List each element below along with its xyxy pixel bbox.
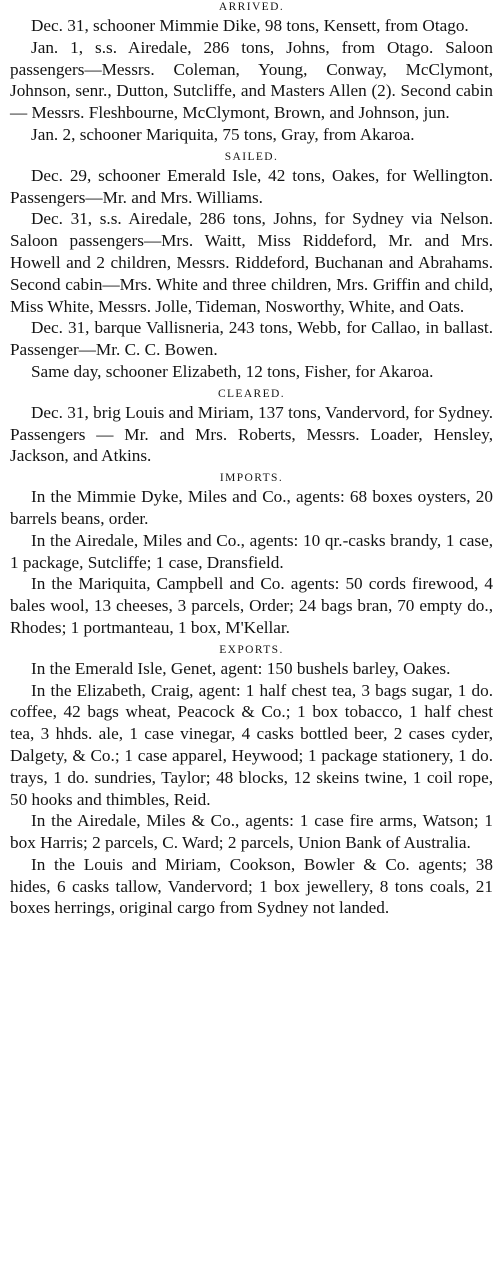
import-entry: In the Mariquita, Campbell and Co. agents: 50 cords firewood, 4 bales wool, 13 cheeses, 3 parcels, Order; 24 bags bran, 70 empty do., Rhodes; 1 portmanteau, 1 box, M'Kellar. xyxy=(10,574,493,637)
export-entry: In the Airedale, Miles & Co., agents: 1 case fire arms, Watson; 1 box Harris; 2 parcels, C. Ward; 2 parcels, Union Bank of Australia. xyxy=(10,811,493,853)
import-entry: In the Mimmie Dyke, Miles and Co., agents: 68 boxes oysters, 20 barrels beans, order. xyxy=(10,487,493,528)
section-heading-cleared: CLEARED. xyxy=(217,387,286,400)
arrival-entry: Jan. 1, s.s. Airedale, 286 tons, Johns, from Otago. Saloon passengers—Messrs. Coleman, Young, Conway, McClymont, Johnson, senr., Dutton, Sutcliffe, and Masters Allen (2). Second cabin — Messrs. Fleshbourne, McClymont, Brown, and Johnson, jun. xyxy=(10,37,493,123)
sailing-entry: Same day, schooner Elizabeth, 12 tons, Fisher, for Akaroa. xyxy=(31,361,434,381)
sailing-entry: Dec. 29, schooner Emerald Isle, 42 tons, Oakes, for Wellington. Passengers—Mr. and Mrs. Williams. xyxy=(10,165,493,207)
section-imports xyxy=(10,472,493,639)
export-entry: In the Elizabeth, Craig, agent: 1 half chest tea, 3 bags sugar, 1 do. coffee, 42 bags wheat, Peacock & Co.; 1 box tobacco, 1 half chest tea, 3 hhds. ale, 1 case vinegar, 4 casks bottled beer, 2 cases cyder, Dalgety, & Co.; 1 case apparel, Heywood; 1 package stationery, 1 do. trays, 1 do. sundries, Taylor; 48 blocks, 12 skeins twine, 1 coil rope, 50 hooks and thimbles, Reid. xyxy=(10,680,493,809)
section-heading-sailed: SAILED. xyxy=(224,150,279,163)
sailing-entry: Dec. 31, s.s. Airedale, 286 tons, Johns, for Sydney via Nelson. Saloon passengers—Mrs. Waitt, Miss Riddeford, Mr. and Mrs. Howell and 2 children, Messrs. Riddeford, Buchanan and Abrahams. Second cabin—Mrs. White and three children, Mrs. Griffin and child, Miss White, Messrs. Jolle, Tideman, Nosworthy, White, and Oats. xyxy=(10,209,493,316)
sailing-entry: Dec. 31, barque Vallisneria, 243 tons, Webb, for Callao, in ballast. Passenger—Mr. C. C. Bowen. xyxy=(10,318,493,360)
export-entry: In the Louis and Miriam, Cookson, Bowler & Co. agents; 38 hides, 6 casks tallow, Vandervord; 1 box jewellery, 8 tons coals, 21 boxes herrings, original cargo from Sydney not landed. xyxy=(10,854,493,918)
section-heading-arrived: ARRIVED. xyxy=(218,1,285,13)
section-arrived xyxy=(10,0,493,146)
arrival-entry: Dec. 31, schooner Mimmie Dike, 98 tons, Kensett, from Otago. xyxy=(31,16,469,35)
export-entry: In the Emerald Isle, Genet, agent: 150 bushels barley, Oakes. xyxy=(31,658,451,678)
section-heading-imports: IMPORTS. xyxy=(219,472,284,485)
import-entry: In the Airedale, Miles and Co., agents: 10 qr.-casks brandy, 1 case, 1 package, Sutcliffe; 1 case, Dransfield. xyxy=(10,530,493,572)
arrival-entry: Jan. 2, schooner Mariquita, 75 tons, Gray, from Akaroa. xyxy=(31,124,415,144)
clearance-entry: Dec. 31, brig Louis and Miriam, 137 tons, Vandervord, for Sydney. Passengers — Mr. and Mrs. Roberts, Messrs. Loader, Hensley, Jackson, and Atkins. xyxy=(10,402,493,466)
section-exports xyxy=(10,644,493,920)
section-cleared xyxy=(10,388,493,467)
section-sailed xyxy=(10,151,493,383)
section-heading-exports: EXPORTS. xyxy=(219,643,284,656)
